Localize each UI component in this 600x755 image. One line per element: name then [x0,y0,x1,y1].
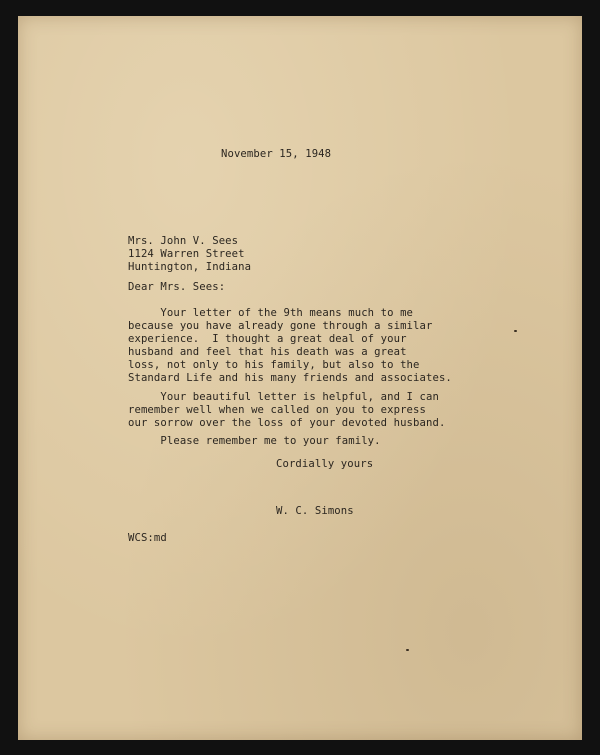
paragraph-2 [128,391,445,430]
signer-name: W. C. Simons [276,505,354,517]
paragraph-line: Standard Life and his many friends and associates. [128,372,452,384]
paragraph-line: husband and feel that his death was a great [128,346,407,358]
letter-date: November 15, 1948 [221,148,332,160]
salutation: Dear Mrs. Sees: [128,281,226,293]
reference-initials: WCS:md [128,532,167,544]
recipient-name: Mrs. John V. Sees [128,235,239,247]
paragraph-line: experience. I thought a great deal of your [128,333,407,345]
recipient-city: Huntington, Indiana [128,261,252,273]
recipient-street: 1124 Warren Street [128,248,245,260]
paragraph-line: because you have already gone through a similar [128,320,433,332]
paper-mark [406,649,409,651]
paragraph-line: our sorrow over the loss of your devoted husband. [128,417,446,429]
paragraph-line: loss, not only to his family, but also to the [128,359,420,371]
paragraph-line: Please remember me to your family. [128,435,381,447]
paragraph-line: Your beautiful letter is helpful, and I can [128,391,439,403]
recipient-address [128,235,251,274]
paragraph-1 [128,307,452,385]
paper-mark [514,330,517,332]
paragraph-3 [128,435,381,448]
paragraph-line: Your letter of the 9th means much to me [128,307,414,319]
paragraph-line: remember well when we called on you to express [128,404,426,416]
closing: Cordially yours [276,458,374,470]
